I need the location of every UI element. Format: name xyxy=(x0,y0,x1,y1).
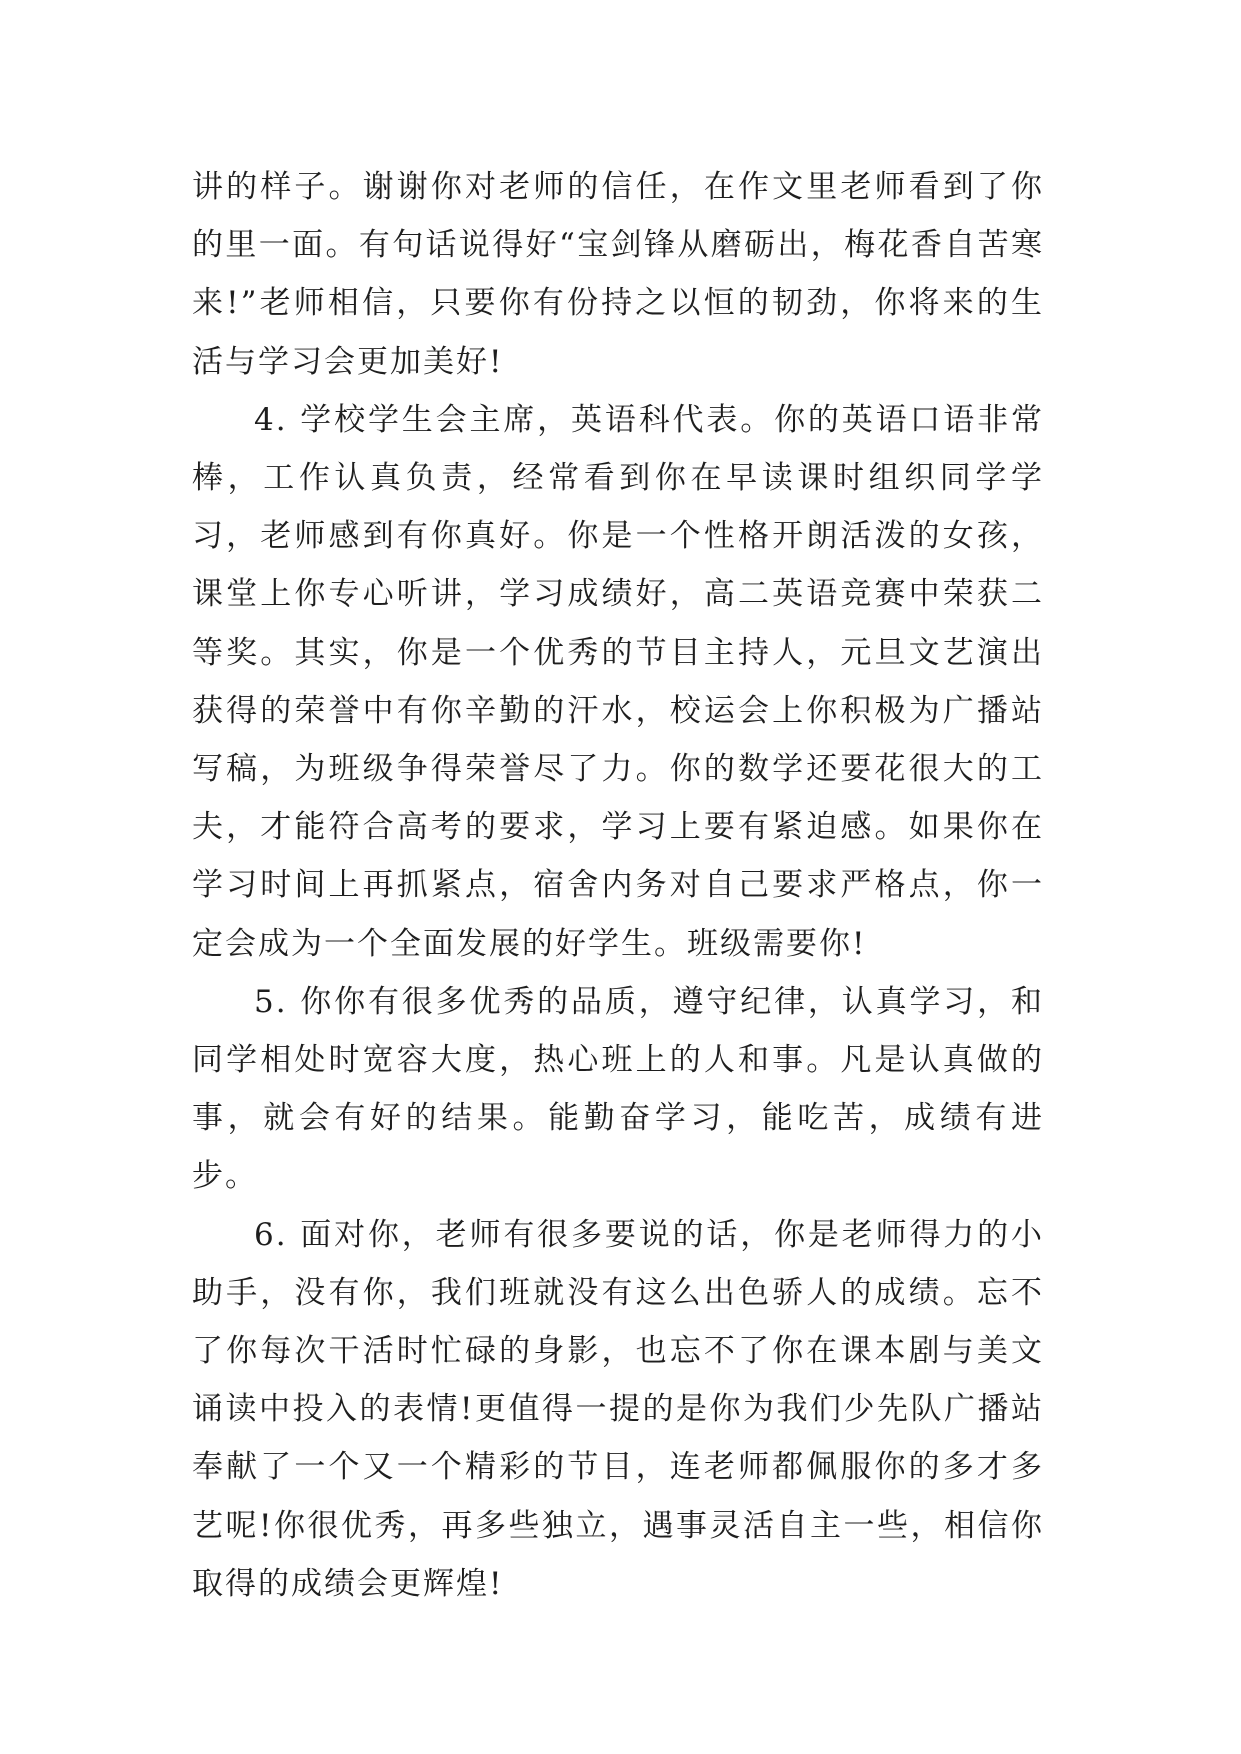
paragraph-item-4: 4. 学校学生会主席，英语科代表。你的英语口语非常棒，工作认真负责，经常看到你在早读课时组织同学学习，老师感到有你真好。你是一个性格开朗活泼的女孩，课堂上你专心听讲，学习成绩好，高二英语竞赛中荣获二等奖。其实，你是一个优秀的节目主持人，元旦文艺演出获得的荣誉中有你辛勤的汗水，校运会上你积极为广播站写稿，为班级争得荣誉尽了力。你的数学还要花很大的工夫，才能符合高考的要求，学习上要有紧迫感。如果你在学习时间上再抓紧点，宿舍内务对自己要求严格点，你一定会成为一个全面发展的好学生。班级需要你! xyxy=(192,401,1044,962)
document-page xyxy=(192,158,1044,1613)
paragraph-continuation: 讲的样子。谢谢你对老师的信任，在作文里老师看到了你的里一面。有句话说得好“宝剑锋从磨砺出，梅花香自苦寒来!”老师相信，只要你有份持之以恒的韧劲，你将来的生活与学习会更加美好! xyxy=(192,169,1044,380)
paragraph-item-5: 5. 你你有很多优秀的品质，遵守纪律，认真学习，和同学相处时宽容大度，热心班上的人和事。凡是认真做的事，就会有好的结果。能勤奋学习，能吃苦，成绩有进步。 xyxy=(192,983,1044,1195)
paragraph-item-6: 6. 面对你，老师有很多要说的话，你是老师得力的小助手，没有你，我们班就没有这么出色骄人的成绩。忘不了你每次干活时忙碌的身影，也忘不了你在课本剧与美文诵读中投入的表情!更值得一提的是你为我们少先队广播站奉献了一个又一个精彩的节目，连老师都佩服你的多才多艺呢!你很优秀，再多些独立，遇事灵活自主一些，相信你取得的成绩会更辉煌! xyxy=(192,1216,1044,1602)
